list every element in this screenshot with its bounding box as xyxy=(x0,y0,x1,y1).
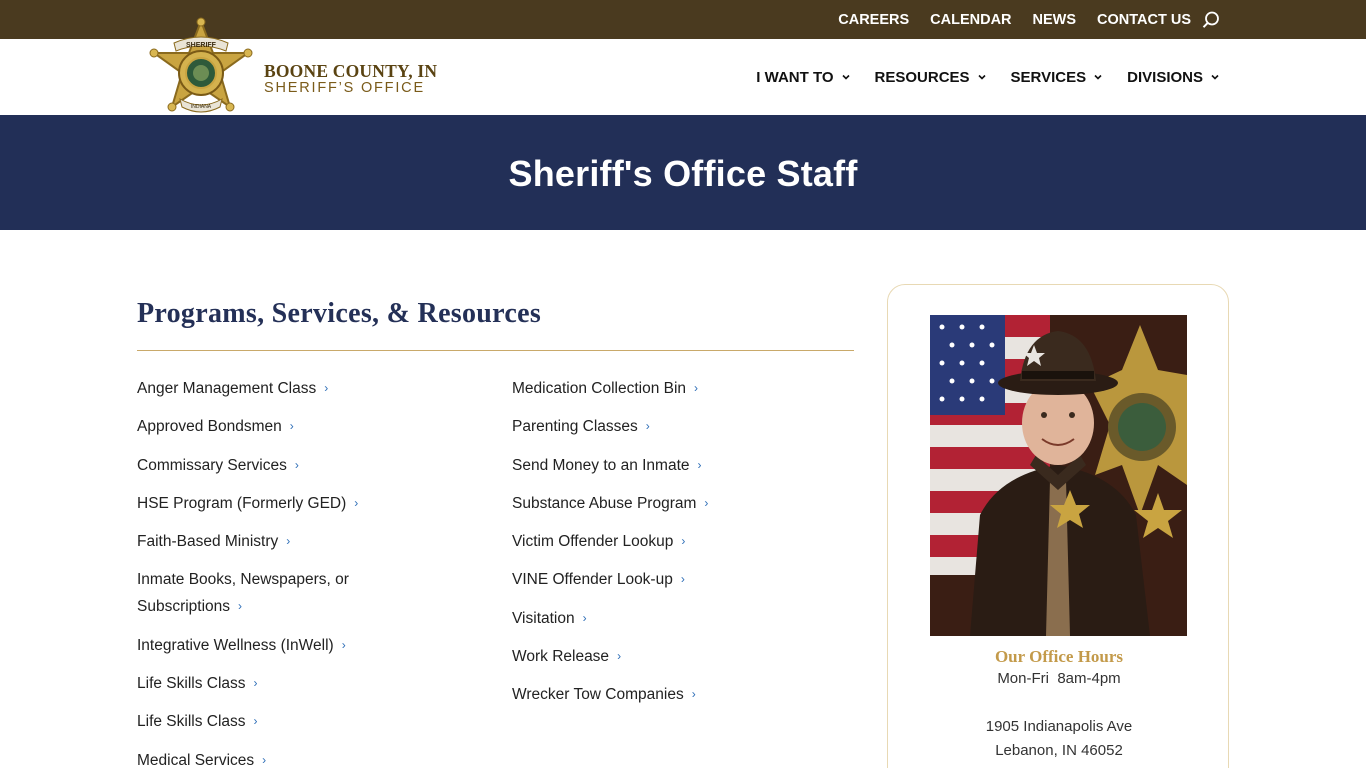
chevron-right-icon: › xyxy=(341,637,346,652)
link-label: Work Release xyxy=(512,648,610,666)
chevron-right-icon: › xyxy=(582,610,587,625)
list-link-work-release[interactable] xyxy=(512,643,812,671)
chevron-right-icon: › xyxy=(691,687,696,702)
list-link-substance-abuse[interactable] xyxy=(512,490,812,518)
svg-text:INDIANA: INDIANA xyxy=(190,103,212,110)
chevron-right-icon: › xyxy=(253,676,258,691)
main-nav xyxy=(732,39,1220,115)
link-label: Parenting Classes xyxy=(512,418,638,436)
link-label: Anger Management Class xyxy=(137,380,317,397)
chevron-right-icon: › xyxy=(694,381,699,395)
list-link-send-money[interactable] xyxy=(512,452,812,480)
chevron-right-icon: › xyxy=(645,419,650,434)
chevron-right-icon: › xyxy=(680,572,685,587)
address-city: Lebanon, IN 46052 xyxy=(995,742,1123,759)
chevron-right-icon: › xyxy=(617,649,622,664)
list-link-medication-bin[interactable] xyxy=(512,375,812,403)
chevron-right-icon: › xyxy=(294,457,299,472)
resources-list-left xyxy=(137,375,437,768)
logo-wordmark xyxy=(264,62,437,96)
list-link-life-skills[interactable] xyxy=(137,670,437,698)
link-label: Medication Collection Bin xyxy=(512,380,687,397)
chevron-right-icon: › xyxy=(681,534,686,549)
chevron-right-icon: › xyxy=(289,419,294,434)
link-label: VINE Offender Look-up xyxy=(512,571,673,589)
nav-divisions[interactable] xyxy=(1127,69,1220,86)
section-divider xyxy=(137,350,854,351)
chevron-right-icon: › xyxy=(324,381,329,395)
resources-list-right xyxy=(512,375,812,720)
list-link-integrative-wellness[interactable] xyxy=(137,632,437,660)
list-link-faith-based[interactable] xyxy=(137,528,437,556)
chevron-right-icon: › xyxy=(704,495,709,510)
page-hero-banner xyxy=(0,115,1366,230)
link-label: Life Skills Class xyxy=(137,713,246,731)
careers-link[interactable]: CAREERS xyxy=(838,11,910,28)
list-link-anger-management[interactable] xyxy=(137,375,437,403)
chevron-right-icon: › xyxy=(286,534,291,549)
nav-i-want-to[interactable] xyxy=(756,69,850,86)
address-street: 1905 Indianapolis Ave xyxy=(985,718,1133,735)
logo-office-text: SHERIFF’S OFFICE xyxy=(264,79,425,96)
nav-services[interactable] xyxy=(1011,69,1104,86)
chevron-down-icon xyxy=(841,72,851,82)
link-label: Wrecker Tow Companies xyxy=(512,686,684,704)
utility-links xyxy=(817,0,1220,39)
news-link[interactable]: NEWS xyxy=(1032,11,1077,28)
chevron-right-icon: › xyxy=(697,457,702,472)
link-label: Substance Abuse Program xyxy=(512,494,697,512)
chevron-right-icon: › xyxy=(238,599,243,614)
sheriff-portrait xyxy=(930,315,1187,636)
nav-label: I WANT TO xyxy=(756,68,834,86)
site-header xyxy=(0,39,1366,115)
chevron-right-icon: › xyxy=(262,752,267,767)
link-label: HSE Program (Formerly GED) xyxy=(137,494,347,512)
link-label: Life Skills Class xyxy=(137,675,246,693)
link-label: Faith-Based Ministry xyxy=(137,533,279,551)
link-label: Approved Bondsmen xyxy=(137,418,282,436)
chevron-down-icon xyxy=(1210,72,1220,82)
link-label: Integrative Wellness (InWell) xyxy=(137,636,334,654)
link-label: Victim Offender Lookup xyxy=(512,533,674,551)
sheriff-badge-logo xyxy=(140,17,262,127)
list-link-approved-bondsmen[interactable] xyxy=(137,413,437,441)
list-link-hse-program[interactable] xyxy=(137,490,437,518)
svg-text:SHERIFF: SHERIFF xyxy=(186,41,216,49)
chevron-down-icon xyxy=(1093,72,1103,82)
link-label: Commissary Services xyxy=(137,456,287,474)
link-label: Send Money to an Inmate xyxy=(512,456,690,474)
link-label: Visitation xyxy=(512,609,575,627)
chevron-down-icon xyxy=(977,72,987,82)
sheriff-info-card xyxy=(887,284,1229,768)
link-label: Inmate Books, Newspapers, or Subscriptions xyxy=(137,571,349,616)
logo-county-text: BOONE COUNTY, IN xyxy=(264,60,438,81)
nav-label: SERVICES xyxy=(1010,68,1087,86)
calendar-link[interactable]: CALENDAR xyxy=(930,11,1012,28)
office-hours-text: Mon-Fri 8am-4pm xyxy=(997,670,1121,687)
list-link-parenting[interactable] xyxy=(512,413,812,441)
list-link-victim-offender[interactable] xyxy=(512,528,812,556)
chevron-right-icon: › xyxy=(253,714,258,729)
nav-label: RESOURCES xyxy=(874,68,970,86)
site-logo[interactable] xyxy=(140,24,440,119)
list-link-wrecker-tow[interactable] xyxy=(512,681,812,709)
list-link-commissary[interactable] xyxy=(137,452,437,480)
section-heading: Programs, Services, & Resources xyxy=(137,298,542,329)
chevron-right-icon: › xyxy=(354,495,359,510)
link-label: Medical Services xyxy=(137,751,255,768)
list-link-life-skills-2[interactable] xyxy=(137,708,437,736)
list-link-vine[interactable] xyxy=(512,566,812,594)
list-link-medical-services[interactable] xyxy=(137,747,437,768)
list-link-visitation[interactable] xyxy=(512,605,812,633)
contact-us-link[interactable]: CONTACT US xyxy=(1097,11,1191,28)
nav-label: DIVISIONS xyxy=(1127,68,1203,86)
search-icon[interactable] xyxy=(1202,11,1220,29)
office-hours-heading: Our Office Hours xyxy=(994,647,1124,666)
nav-resources[interactable] xyxy=(875,69,987,86)
page-title: Sheriff's Office Staff xyxy=(508,152,858,194)
list-link-inmate-books[interactable] xyxy=(137,566,377,621)
